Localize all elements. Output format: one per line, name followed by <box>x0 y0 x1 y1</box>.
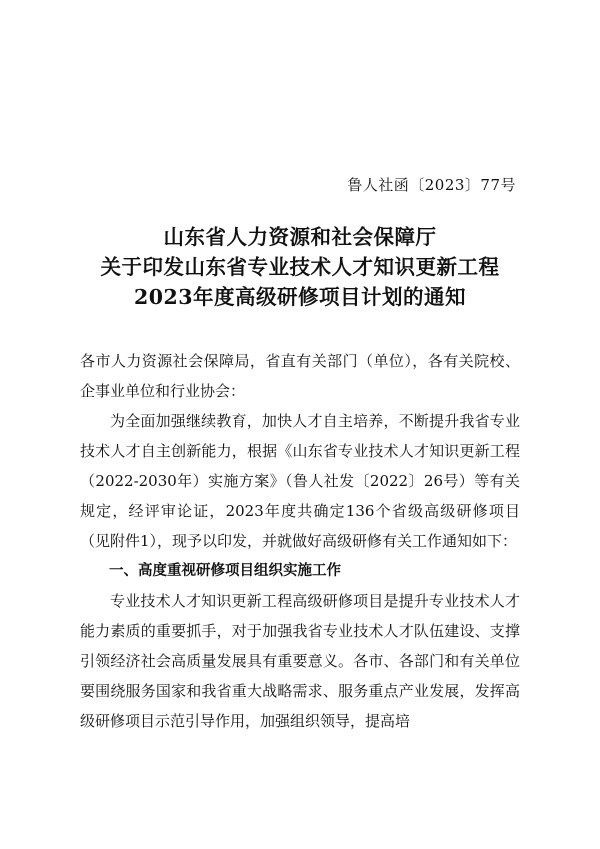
document-title <box>0 222 600 312</box>
addressee: 各市人力资源社会保障局，省直有关部门（单位），各有关院校、企事业单位和行业协会： <box>80 352 520 400</box>
section-heading-1: 一、高度重视研修项目组织实施工作 <box>109 563 341 579</box>
title-line-3: 2023年度高级研修项目计划的通知 <box>133 285 467 309</box>
paragraph-section-1: 专业技术人才知识更新工程高级研修项目是提升专业技术人才能力素质的重要抓手，对于加强我省专业技术人才队伍建设、支撑引领经济社会高质量发展具有重要意义。各市、各部门和有关单位要围绕服务国家和我省重大战略需求、服务重点产业发展，发挥高级研修项目示范引导作用，加强组织领导，提高培 <box>80 592 520 730</box>
paragraph-intro: 为全面加强继续教育，加快人才自主培养，不断提升我省专业技术人才自主创新能力，根据《山东省专业技术人才知识更新工程（2022-2030年）实施方案》（鲁人社发〔2022〕26号）等有关规定，经评审论证，2023年度共确定136个省级高级研修项目（见附件1），现予以印发，并就做好高级研修有关工作通知如下： <box>80 412 520 550</box>
document-number: 鲁人社函〔2023〕77号 <box>347 176 516 194</box>
title-line-1: 山东省人力资源和社会保障厅 <box>163 225 437 249</box>
document-body <box>80 346 520 736</box>
title-line-2: 关于印发山东省专业技术人才知识更新工程 <box>100 255 500 279</box>
